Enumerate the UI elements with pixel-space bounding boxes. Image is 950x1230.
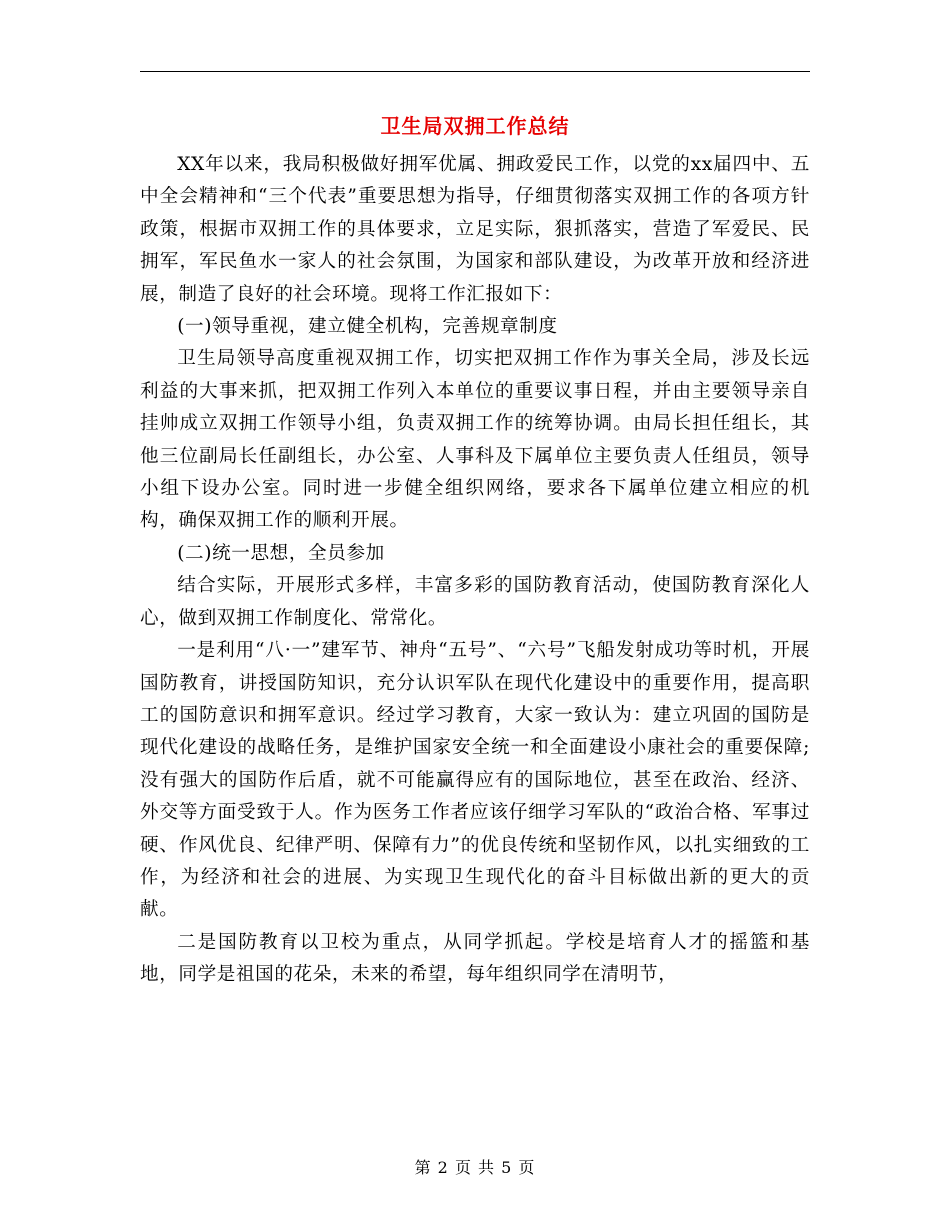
document-title: 卫生局双拥工作总结 (380, 114, 570, 138)
paragraph-point-two: 二是国防教育以卫校为重点，从同学抓起。学校是培育人才的摇篮和基地，同学是祖国的花朵，未来的希望，每年组织同学在清明节， (140, 931, 810, 986)
document-body (140, 149, 810, 992)
paragraph-leadership: 卫生局领导高度重视双拥工作，切实把双拥工作作为事关全局，涉及长远利益的大事来抓，把双拥工作列入本单位的重要议事日程，并由主要领导亲自挂帅成立双拥工作领导小组，负责双拥工作的统筹协调。由局长担任组长，其他三位副局长任副组长，办公室、人事科及下属单位主要负责人任组员，领导小组下设办公室。同时进一步健全组织网络，要求各下属单位建立相应的机构，确保双拥工作的顺利开展。 (140, 348, 810, 532)
paragraph-intro: XX年以来，我局积极做好拥军优属、拥政爱民工作，以党的xx届四中、五中全会精神和“三个代表”重要思想为指导，仔细贯彻落实双拥工作的各项方针政策，根据市双拥工作的具体要求，立足实际，狠抓落实，营造了军爱民、民拥军，军民鱼水一家人的社会氛围，为国家和部队建设，为改革开放和经济进展，制造了良好的社会环境。现将工作汇报如下： (140, 154, 810, 305)
section-heading-1: (一)领导重视，建立健全机构，完善规章制度 (177, 316, 558, 338)
paragraph-activities: 结合实际，开展形式多样，丰富多彩的国防教育活动，使国防教育深化人心，做到双拥工作制度化、常常化。 (140, 575, 810, 629)
header-rule (140, 71, 810, 72)
section-heading-2: (二)统一思想，全员参加 (177, 542, 385, 564)
page-number: 第 2 页 共 5 页 (414, 1158, 536, 1177)
paragraph-point-one: 一是利用“八·一”建军节、神舟“五号”、“六号”飞船发射成功等时机，开展国防教育，讲授国防知识，充分认识军队在现代化建设中的重要作用，提高职工的国防意识和拥军意识。经过学习教育，大家一致认为：建立巩固的国防是现代化建设的战略任务，是维护国家安全统一和全面建设小康社会的重要保障;没有强大的国防作后盾，就不可能赢得应有的国际地位，甚至在政治、经济、外交等方面受致于人。作为医务工作者应该仔细学习军队的“政治合格、军事过硬、作风优良、纪律严明、保障有力”的优良传统和坚韧作风，以扎实细致的工作，为经济和社会的进展、为实现卫生现代化的奋斗目标做出新的更大的贡献。 (140, 640, 810, 921)
